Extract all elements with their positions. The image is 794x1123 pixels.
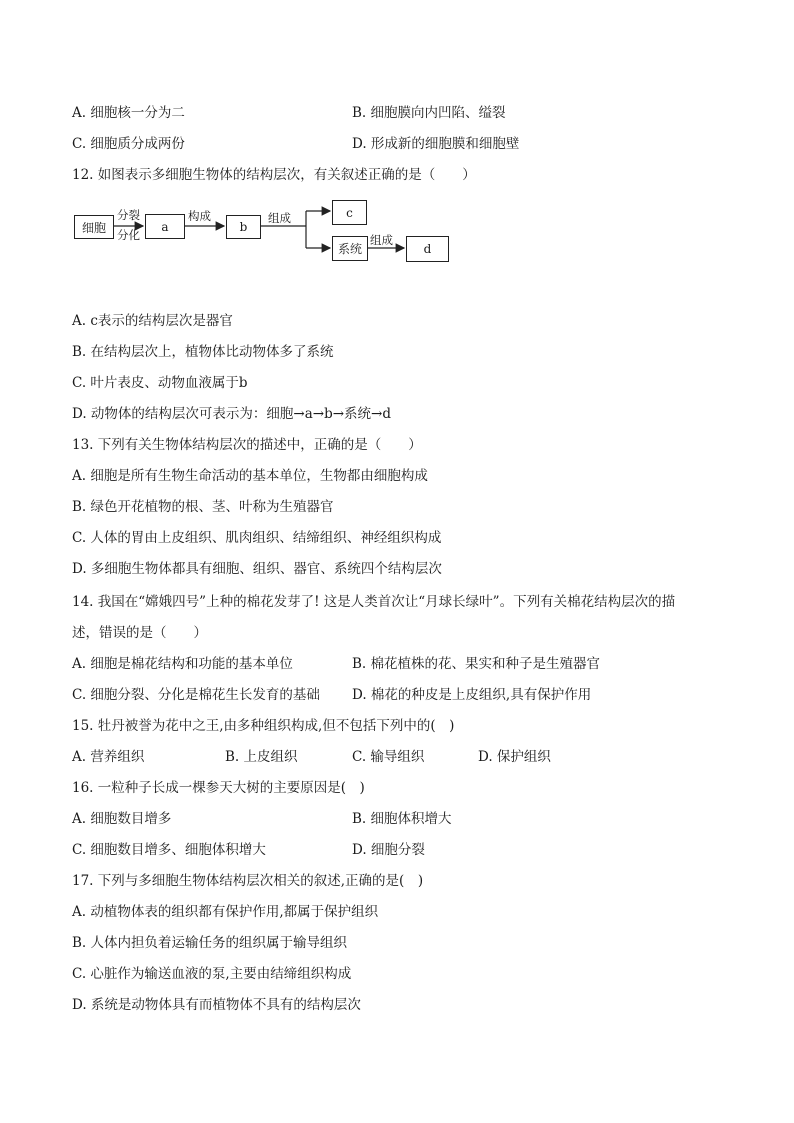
node-cell: 细胞 [74, 215, 114, 239]
q14-option-d: D. 棉花的种皮是上皮组织,具有保护作用 [352, 687, 592, 703]
q15-option-b: B. 上皮组织 [225, 749, 298, 765]
q15-option-c: C. 输导组织 [352, 749, 425, 765]
q11-option-b: B. 细胞膜向内凹陷、缢裂 [352, 105, 506, 121]
q13-option-a: A. 细胞是所有生物生命活动的基本单位，生物都由细胞构成 [72, 468, 428, 484]
label-compose-3: 组成 [370, 233, 393, 247]
q11-option-d: D. 形成新的细胞膜和细胞壁 [352, 136, 520, 152]
q17-option-b: B. 人体内担负着运输任务的组织属于输导组织 [72, 935, 348, 951]
diagram-arrows [0, 0, 794, 300]
q13-option-b: B. 绿色开花植物的根、茎、叶称为生殖器官 [72, 499, 334, 515]
q13-option-d: D. 多细胞生物体都具有细胞、组织、器官、系统四个结构层次 [72, 561, 442, 577]
q13-option-c: C. 人体的胃由上皮组织、肌肉组织、结缔组织、神经组织构成 [72, 530, 442, 546]
node-a: a [145, 214, 185, 239]
node-b: b [226, 215, 261, 239]
q12-option-c: C. 叶片表皮、动物血液属于b [72, 375, 248, 391]
q12-option-b: B. 在结构层次上，植物体比动物体多了系统 [72, 344, 334, 360]
q11-option-c: C. 细胞质分成两份 [72, 136, 185, 152]
q16-option-a: A. 细胞数目增多 [72, 811, 172, 827]
q15-option-a: A. 营养组织 [72, 749, 145, 765]
label-compose-2: 组成 [268, 211, 291, 225]
q13-stem: 13. 下列有关生物体结构层次的描述中，正确的是（ ） [72, 437, 422, 453]
q16-option-b: B. 细胞体积增大 [352, 811, 452, 827]
node-c: c [332, 200, 367, 225]
q15-option-d: D. 保护组织 [478, 749, 551, 765]
label-differentiate: 分化 [117, 228, 140, 242]
q16-stem: 16. 一粒种子长成一棵参天大树的主要原因是( ) [72, 780, 365, 796]
q17-option-c: C. 心脏作为输送血液的泵,主要由结缔组织构成 [72, 966, 352, 982]
q14-option-a: A. 细胞是棉花结构和功能的基本单位 [72, 656, 293, 672]
label-compose-1: 构成 [188, 209, 211, 223]
q12-option-a: A. c表示的结构层次是器官 [72, 313, 233, 329]
q14-option-c: C. 细胞分裂、分化是棉花生长发育的基础 [72, 687, 320, 703]
q16-option-c: C. 细胞数目增多、细胞体积增大 [72, 842, 266, 858]
q11-option-a: A. 细胞核一分为二 [72, 105, 185, 121]
q16-option-d: D. 细胞分裂 [352, 842, 425, 858]
q14-stem-line2: 述，错误的是（ ） [72, 625, 207, 641]
q17-option-a: A. 动植物体表的组织都有保护作用,都属于保护组织 [72, 904, 379, 920]
node-system: 系统 [332, 236, 368, 261]
q12-option-d: D. 动物体的结构层次可表示为：细胞→a→b→系统→d [72, 406, 392, 422]
label-split: 分裂 [117, 208, 140, 222]
q12-stem: 12. 如图表示多细胞生物体的结构层次，有关叙述正确的是（ ） [72, 167, 476, 183]
node-d: d [406, 236, 449, 262]
q15-stem: 15. 牡丹被誉为花中之王,由多种组织构成,但不包括下列中的( ) [72, 718, 455, 734]
q17-option-d: D. 系统是动物体具有而植物体不具有的结构层次 [72, 997, 361, 1013]
q14-stem-line1: 14. 我国在“嫦娥四号”上种的棉花发芽了! 这是人类首次让“月球长绿叶”。下列有关棉花结构层次的描 [72, 594, 676, 610]
q17-stem: 17. 下列与多细胞生物体结构层次相关的叙述,正确的是( ) [72, 873, 424, 889]
q14-option-b: B. 棉花植株的花、果实和种子是生殖器官 [352, 656, 601, 672]
